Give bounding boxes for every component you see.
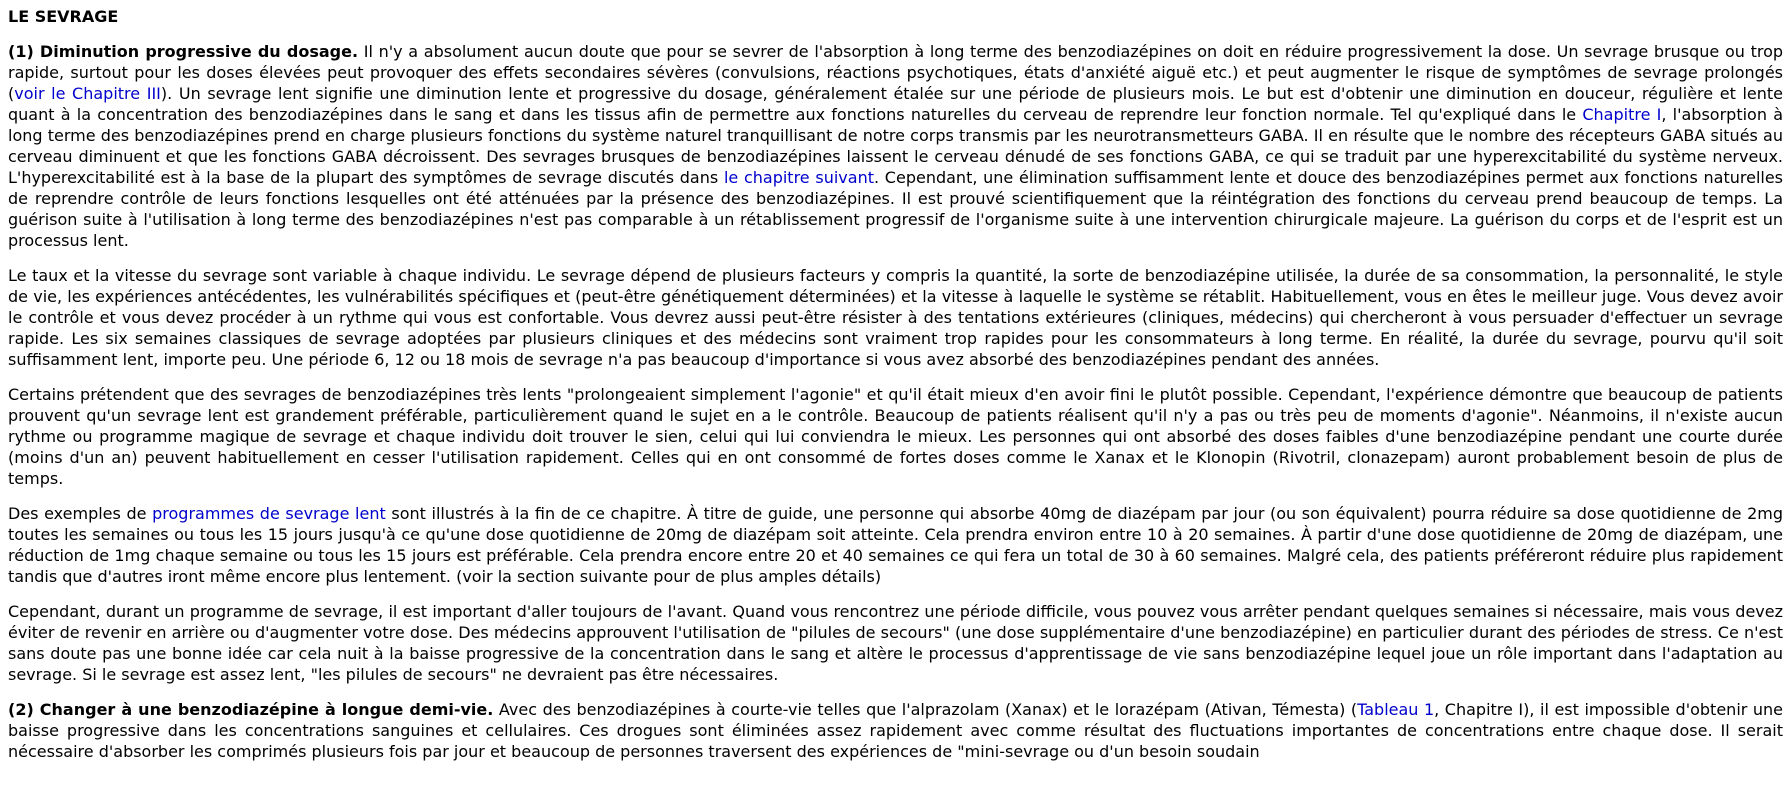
text-run: . Cependant, une élimination suffisamment lente et douce des benzodiazépines permet aux fonctions naturelles de reprendre contrôle de leurs fonctions lesquelles ont été atténuées par la présence des benzodiazépines. Il est prouvé scientifiquement que la réintégration des fonctions du cerveau prend beaucoup de temps. La guérison suite à l'utilisation à long terme des benzodiazépines n'est pas comparable à un rétablissement progressif de l'organisme suite à une intervention chirurgicale majeure. La guérison du corps et de l'esprit est un processus lent. <box>8 168 1784 250</box>
text-run: ). Un sevrage lent signifie une diminution lente et progressive du dosage, généralement étalée sur une période de plusieurs mois. Le but est d'obtenir une diminution en douceur, régulière et lente quant à la concentration des benzodiazépines dans le sang et dans les tissus afin de permettre aux fonctions naturelles du cerveau de reprendre leur fonction normale. Tel qu'expliqué dans le <box>8 84 1784 124</box>
link-chapitre-1[interactable]: Chapitre I <box>1582 105 1662 124</box>
link-programmes-sevrage[interactable]: programmes de sevrage lent <box>152 504 386 523</box>
link-chapitre-suivant[interactable]: le chapitre suivant <box>723 168 874 187</box>
text-run: Il n'y a absolument aucun doute que pour se sevrer de l'absorption à long terme des benzodiazépines on doit en réduire progressivement la dose. Un sevrage brusque ou trop rapide, surtout pour les doses élevées peut provoquer des effets secondaires sévères (convulsions, réactions psychotiques, états d'anxiété aiguë etc.) et peut augmenter le risque de symptômes de sevrage prolongés ( <box>8 42 1784 103</box>
link-chapitre-3[interactable]: voir le Chapitre III <box>14 84 161 103</box>
paragraph-s1-1 <box>8 41 1783 251</box>
text-run: Avec des benzodiazépines à courte-vie telles que l'alprazolam (Xanax) et le lorazépam (Ativan, Témesta) ( <box>493 700 1358 719</box>
paragraph-s1-5: Cependant, durant un programme de sevrage, il est important d'aller toujours de l'avant. Quand vous rencontrez une période difficile, vous pouvez vous arrêter pendant quelques semaines si nécessaire, mais vous devez éviter de revenir en arrière ou d'augmenter votre dose. Des médecins approuvent l'utilisation de "pilules de secours" (une dose supplémentaire d'une benzodiazépine) en particulier durant des périodes de stress. Ce n'est sans doute pas une bonne idée car cela nuit à la baisse progressive de la concentration dans le sang et altère le processus d'apprentissage de vie sans benzodiazépine lequel joue un rôle important dans l'adaptation au sevrage. Si le sevrage est assez lent, "les pilules de secours" ne devraient pas être nécessaires. <box>8 602 1783 684</box>
paragraph-s1-2: Le taux et la vitesse du sevrage sont variable à chaque individu. Le sevrage dépend de plusieurs facteurs y compris la quantité, la sorte de benzodiazépine utilisée, la durée de sa consommation, la personnalité, le style de vie, les expériences antécédentes, les vulnérabilités spécifiques et (peut-être génétiquement déterminées) et la vitesse à laquelle le système se rétablit. Habituellement, vous en êtes le meilleur juge. Vous devez avoir le contrôle et vous devez procéder à un rythme qui vous est confortable. Vous devrez aussi peut-être résister à des tentations extérieures (cliniques, médecins) qui chercheront à vous persuader d'effectuer un sevrage rapide. Les six semaines classiques de sevrage adoptées par plusieurs cliniques et des médecins sont vraiment trop rapides pour les consommateurs à long terme. En réalité, la durée du sevrage, pourvu qu'il soit suffisamment lent, importe peu. Une période 6, 12 ou 18 mois de sevrage n'a pas beaucoup d'importance si vous avez absorbé des benzodiazépines pendant des années. <box>8 266 1783 369</box>
link-tableau-1[interactable]: Tableau 1 <box>1357 700 1435 719</box>
text-run: , l'absorption à long terme des benzodiazépines prend en charge plusieurs fonctions du système naturel tranquillisant de notre corps transmis par les neurotransmetteurs GABA. Il en résulte que le nombre des récepteurs GABA situés au cerveau diminuent et que les fonctions GABA décroissent. Des sevrages brusques de benzodiazépines laissent le cerveau dénudé de ses fonctions GABA, ce qui se traduit par une hyperexcitabilité du système nerveux. L'hyperexcitabilité est à la base de la plupart des symptômes de sevrage discutés dans <box>8 105 1783 187</box>
section-heading-diminution: (1) Diminution progressive du dosage. <box>8 42 359 61</box>
section-heading-changer: (2) Changer à une benzodiazépine à longue demi-vie. <box>8 700 494 719</box>
paragraph-s1-4 <box>8 503 1783 587</box>
page-title: LE SEVRAGE <box>8 7 119 26</box>
text-run: Des exemples de <box>8 504 153 523</box>
paragraph-s2-1 <box>8 699 1783 762</box>
text-run: , Chapitre I), il est impossible d'obtenir une baisse progressive dans les concentrations sanguines et cellulaires. Ces drogues sont éliminées assez rapidement avec comme résultat des fluctuations importantes de concentrations entre chaque dose. Il serait nécessaire d'absorber les comprimés plusieurs fois par jour et beaucoup de personnes traversent des expériences de "mini-sevrage ou d'un besoin soudain <box>8 700 1784 761</box>
paragraph-s1-3: Certains prétendent que des sevrages de benzodiazépines très lents "prolongeaient simplement l'agonie" et qu'il était mieux d'en avoir fini le plutôt possible. Cependant, l'expérience démontre que beaucoup de patients prouvent qu'un sevrage lent est grandement préférable, particulièrement quand le sujet en a le contrôle. Beaucoup de patients réalisent qu'il n'y a pas ou très peu de moments d'agonie". Néanmoins, il n'existe aucun rythme ou programme magique de sevrage et chaque individu doit trouver le sien, celui qui lui conviendra le mieux. Les personnes qui ont absorbé des doses faibles d'une benzodiazépine pendant une courte durée (moins d'un an) peuvent habituellement en cesser l'utilisation rapidement. Celles qui en ont consommé de fortes doses comme le Xanax et le Klonopin (Rivotril, clonazepam) auront probablement besoin de plus de temps. <box>8 385 1783 488</box>
text-run: sont illustrés à la fin de ce chapitre. À titre de guide, une personne qui absorbe 40mg de diazépam par jour (ou son équivalent) pourra réduire sa dose quotidienne de 2mg toutes les semaines ou tous les 15 jours jusqu'à ce qu'une dose quotidienne de 20mg de diazépam soit atteinte. Cela prendra environ entre 10 à 20 semaines. À partir d'une dose quotidienne de 20mg de diazépam, une réduction de 1mg chaque semaine ou tous les 15 jours est préférable. Cela prendra encore entre 20 et 40 semaines ce qui fera un total de 30 à 60 semaines. Malgré cela, des patients préféreront réduire plus rapidement tandis que d'autres iront même encore plus lentement. (voir la section suivante pour de plus amples détails) <box>8 504 1784 586</box>
